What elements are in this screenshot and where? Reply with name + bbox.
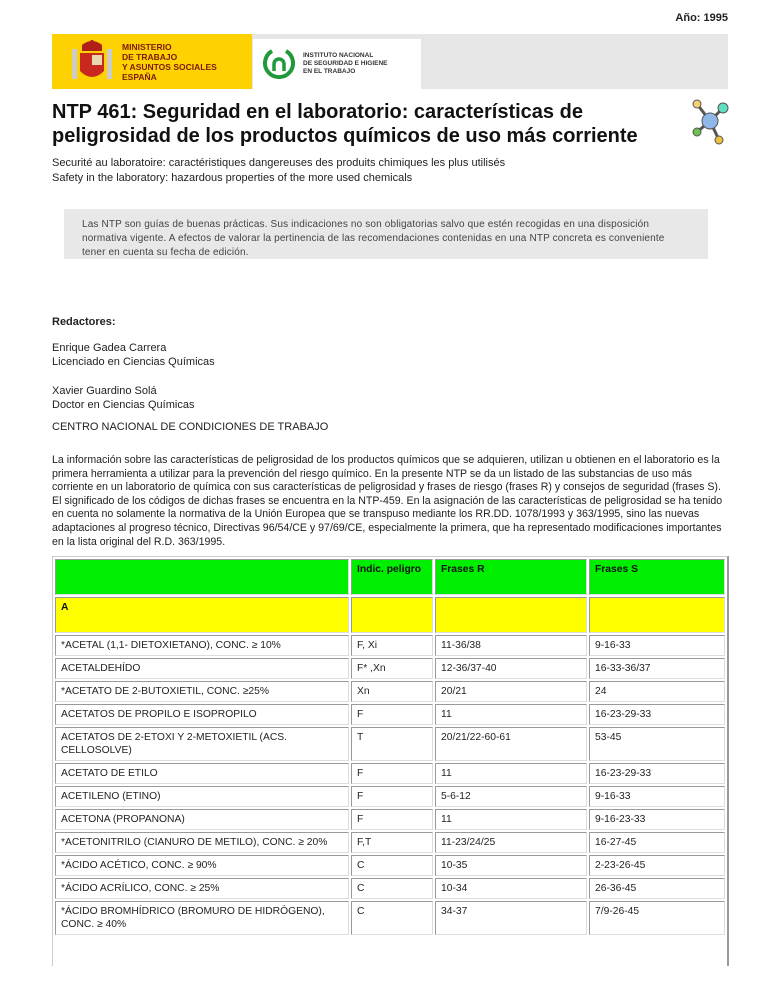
cell-hazard: C bbox=[351, 901, 433, 935]
cell-r-phrases: 20/21 bbox=[435, 681, 587, 702]
header-r-phrases: Frases R bbox=[435, 559, 587, 595]
cell-s-phrases: 9-16-33 bbox=[589, 786, 725, 807]
author-title: Licenciado en Ciencias Químicas bbox=[52, 356, 215, 368]
coat-of-arms-icon bbox=[70, 39, 114, 85]
cell-r-phrases: 10-34 bbox=[435, 878, 587, 899]
cell-s-phrases: 53-45 bbox=[589, 727, 725, 761]
cell-r-phrases: 11-36/38 bbox=[435, 635, 587, 656]
cell-substance: *ÁCIDO ACÉTICO, CONC. ≥ 90% bbox=[55, 855, 349, 876]
header-s-phrases: Frases S bbox=[589, 559, 725, 595]
table-row bbox=[55, 786, 725, 807]
header-banner bbox=[52, 34, 728, 89]
cell-substance: ACETALDEHÍDO bbox=[55, 658, 349, 679]
cell-r-phrases: 20/21/22-60-61 bbox=[435, 727, 587, 761]
author-1 bbox=[52, 341, 215, 369]
institute-line: DE SEGURIDAD E HIGIENE bbox=[303, 60, 388, 67]
institute-logo bbox=[253, 39, 421, 89]
year-label: Año: 1995 bbox=[675, 12, 728, 24]
institute-emblem-icon bbox=[263, 47, 295, 81]
cell-s-phrases: 9-16-23-33 bbox=[589, 809, 725, 830]
author-2 bbox=[52, 384, 194, 412]
cell-s-phrases: 16-23-29-33 bbox=[589, 704, 725, 725]
table-row bbox=[55, 809, 725, 830]
cell-hazard: F bbox=[351, 786, 433, 807]
cell-r-phrases: 10-35 bbox=[435, 855, 587, 876]
table-row bbox=[55, 635, 725, 656]
header-hazard: Indic. peligro bbox=[351, 559, 433, 595]
cell-hazard: Xn bbox=[351, 681, 433, 702]
cell-s-phrases: 16-33-36/37 bbox=[589, 658, 725, 679]
cell-s-phrases: 2-23-26-45 bbox=[589, 855, 725, 876]
subtitle-french: Securité au laboratoire: caractéristiques dangereuses des produits chimiques les plus utilisés bbox=[52, 157, 506, 169]
cell-substance: *ACETONITRILO (CIANURO DE METILO), CONC. ≥ 20% bbox=[55, 832, 349, 853]
cell-r-phrases: 5-6-12 bbox=[435, 786, 587, 807]
section-row bbox=[55, 597, 725, 633]
ministry-line: ESPAÑA bbox=[122, 72, 157, 82]
cell-r-phrases: 11 bbox=[435, 704, 587, 725]
header-substance bbox=[55, 559, 349, 595]
cell-substance: ACETATOS DE 2-ETOXI Y 2-METOXIETIL (ACS. CELLOSOLVE) bbox=[55, 727, 349, 761]
cell-s-phrases: 9-16-33 bbox=[589, 635, 725, 656]
table-row bbox=[55, 658, 725, 679]
cell-substance: *ACETAL (1,1- DIETOXIETANO), CONC. ≥ 10% bbox=[55, 635, 349, 656]
cell-substance: *ACETATO DE 2-BUTOXIETIL, CONC. ≥25% bbox=[55, 681, 349, 702]
table-header-row bbox=[55, 559, 725, 595]
cell-hazard: F* ,Xn bbox=[351, 658, 433, 679]
cell-r-phrases: 11 bbox=[435, 763, 587, 784]
table-row bbox=[55, 727, 725, 761]
cell-substance: ACETILENO (ETINO) bbox=[55, 786, 349, 807]
subtitle-english: Safety in the laboratory: hazardous properties of the more used chemicals bbox=[52, 172, 413, 184]
cell-hazard: C bbox=[351, 878, 433, 899]
cell-substance: *ÁCIDO ACRÍLICO, CONC. ≥ 25% bbox=[55, 878, 349, 899]
cell-hazard: F bbox=[351, 809, 433, 830]
cell-s-phrases: 7/9-26-45 bbox=[589, 901, 725, 935]
cell-hazard: F bbox=[351, 763, 433, 784]
cell-hazard: F,T bbox=[351, 832, 433, 853]
intro-paragraph: La información sobre las características de peligrosidad de los productos químicos que se adquieren, utilizan u obtienen en el laboratorio es la primera herramienta a utilizar para la prevención del riesgo químico. En la presente NTP se da un listado de las substancias de uso más corriente en un laboratorio de química con sus características de peligrosidad y frases de riesgo (frases R) y consejos de seguridad (frases S). El significado de los códigos de dichas frases se encuentra en la NTP-459. En la asignación de las características de peligrosidad se ha tenido en cuenta no solamente la normativa de la Unión Europea que se transpuso mediante los RR.DD. 1078/1993 y 363/1995, sino las nuevas adaptaciones al progreso técnico, Directivas 96/54/CE y 97/69/CE, especialmente la primera, que ha representado modificaciones importantes en la lista original del R.D. 363/1995. bbox=[52, 454, 723, 548]
table-row bbox=[55, 704, 725, 725]
cell-hazard: T bbox=[351, 727, 433, 761]
table-row bbox=[55, 878, 725, 899]
cell-hazard: F bbox=[351, 704, 433, 725]
ministry-line: MINISTERIO bbox=[122, 42, 172, 52]
author-name: Enrique Gadea Carrera bbox=[52, 342, 167, 354]
cell-r-phrases: 11 bbox=[435, 809, 587, 830]
author-name: Xavier Guardino Solá bbox=[52, 385, 157, 397]
institute-line: EN EL TRABAJO bbox=[303, 68, 356, 75]
author-title: Doctor en Ciencias Químicas bbox=[52, 399, 195, 411]
cell-s-phrases: 24 bbox=[589, 681, 725, 702]
cell-substance: ACETONA (PROPANONA) bbox=[55, 809, 349, 830]
cell-hazard: C bbox=[351, 855, 433, 876]
cell-hazard: F, Xi bbox=[351, 635, 433, 656]
chemicals-table bbox=[52, 556, 729, 966]
ministry-line: Y ASUNTOS SOCIALES bbox=[122, 62, 217, 72]
table-row bbox=[55, 855, 725, 876]
center-name: CENTRO NACIONAL DE CONDICIONES DE TRABAJO bbox=[52, 421, 329, 433]
ministry-line: DE TRABAJO bbox=[122, 52, 178, 62]
cell-r-phrases: 12-36/37-40 bbox=[435, 658, 587, 679]
table-row bbox=[55, 763, 725, 784]
page-title: NTP 461: Seguridad en el laboratorio: características de peligrosidad de los productos químicos de uso más corriente bbox=[52, 101, 638, 147]
cell-s-phrases: 16-27-45 bbox=[589, 832, 725, 853]
section-letter: A bbox=[55, 597, 349, 633]
table-row bbox=[55, 901, 725, 935]
molecule-icon bbox=[685, 96, 735, 146]
institute-line: INSTITUTO NACIONAL bbox=[303, 52, 374, 59]
ministry-logo bbox=[52, 34, 252, 89]
disclaimer-note: Las NTP son guías de buenas prácticas. Sus indicaciones no son obligatorias salvo que estén recogidas en una disposición normativa vigente. A efectos de valorar la pertinencia de las recomendaciones contenidas en una NTP concreta es conveniente tener en cuenta su fecha de edición. bbox=[64, 209, 708, 259]
table-row bbox=[55, 681, 725, 702]
cell-s-phrases: 16-23-29-33 bbox=[589, 763, 725, 784]
cell-substance: ACETATOS DE PROPILO E ISOPROPILO bbox=[55, 704, 349, 725]
cell-r-phrases: 11-23/24/25 bbox=[435, 832, 587, 853]
cell-substance: *ÁCIDO BROMHÍDRICO (BROMURO DE HIDRÓGENO), CONC. ≥ 40% bbox=[55, 901, 349, 935]
cell-s-phrases: 26-36-45 bbox=[589, 878, 725, 899]
authors-heading: Redactores: bbox=[52, 316, 116, 328]
cell-substance: ACETATO DE ETILO bbox=[55, 763, 349, 784]
cell-r-phrases: 34-37 bbox=[435, 901, 587, 935]
table-row bbox=[55, 832, 725, 853]
